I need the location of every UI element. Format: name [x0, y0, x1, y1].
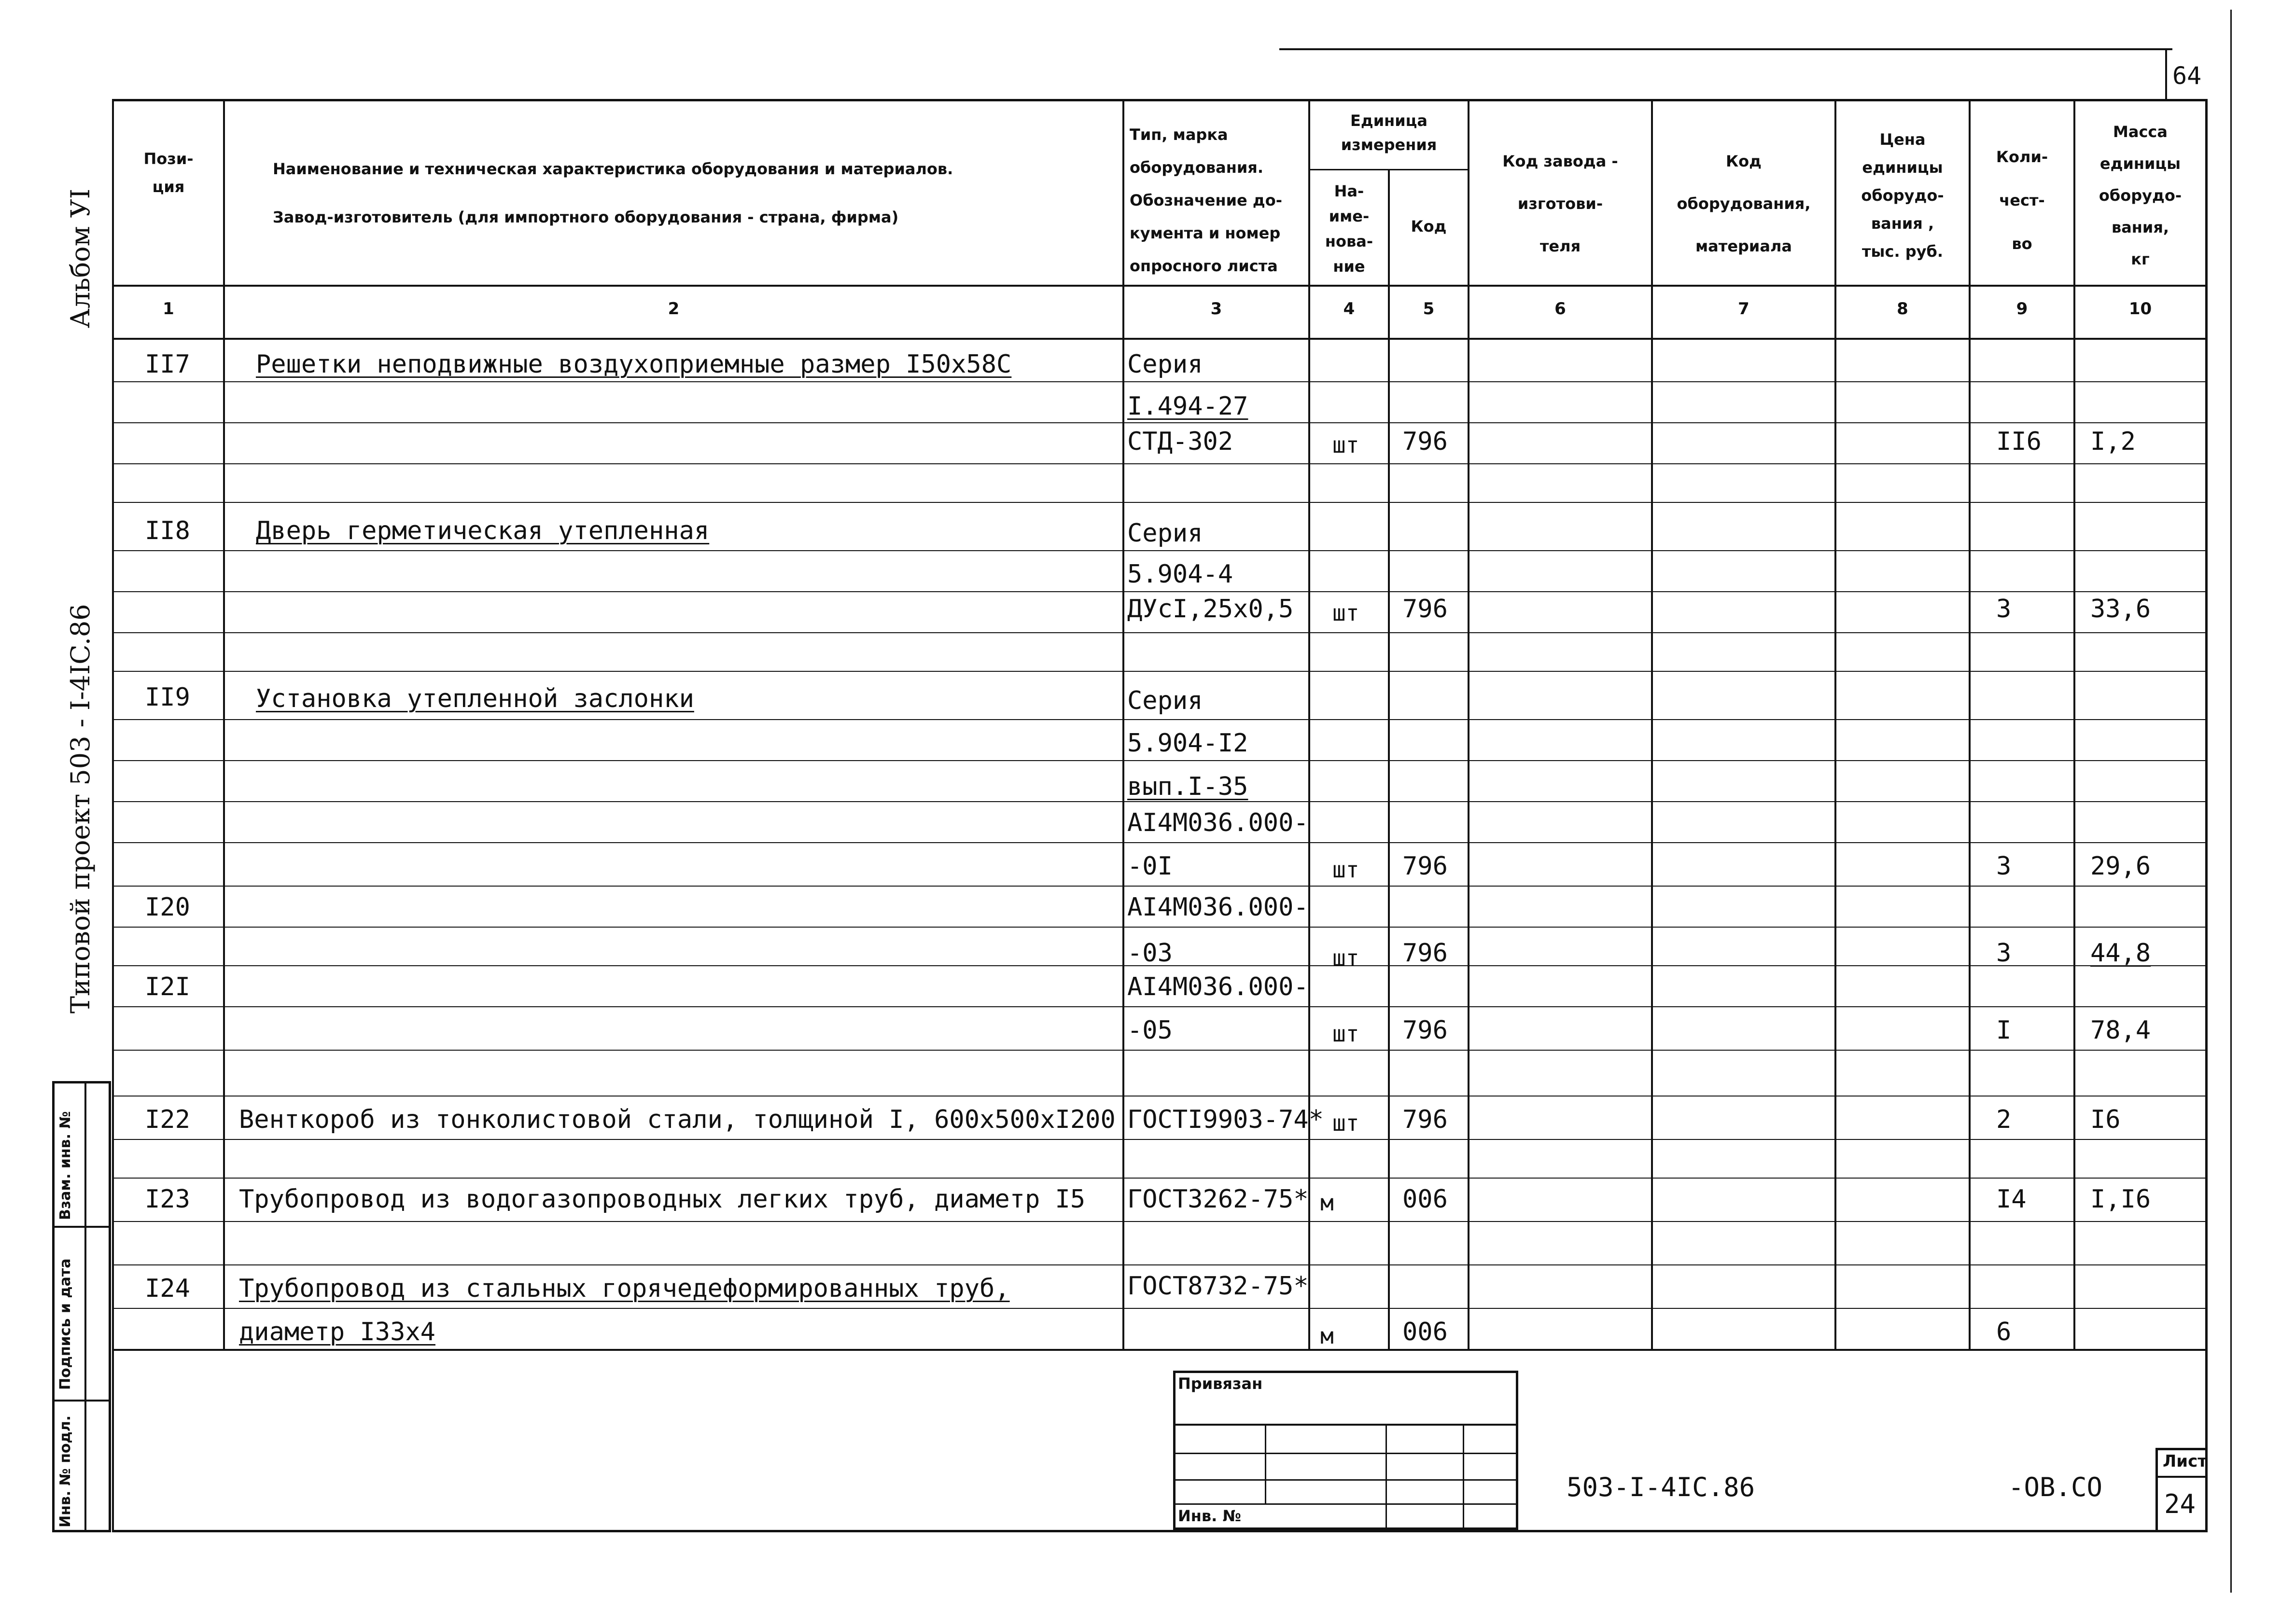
row-position: II9	[145, 683, 190, 712]
row-position: II8	[145, 516, 190, 545]
row-name: диаметр I33х4	[239, 1318, 435, 1346]
row-mass: 44,8	[2090, 939, 2151, 968]
row-type: -05	[1127, 1016, 1173, 1045]
header-col-2: Наименование и техническая характеристика оборудования и материалов. Завод-изготовитель (для импортного оборудования - страна, фирма)	[273, 160, 953, 226]
row-qty: I	[1996, 1016, 2012, 1045]
row-name: Установка утепленной заслонки	[256, 684, 694, 713]
row-position: I23	[145, 1185, 190, 1214]
header-col-7: Код оборудования, материала	[1677, 152, 1811, 255]
row-code: 796	[1402, 1016, 1448, 1045]
row-position: II7	[145, 350, 190, 379]
row-name: Решетки неподвижные воздухоприемные размер I50х58С	[256, 350, 1012, 379]
row-code: 006	[1402, 1318, 1448, 1346]
row-unit: шт	[1332, 432, 1359, 458]
header-col-3: Тип, марка оборудования. Обозначение до- кумента и номер опросного листа	[1130, 125, 1282, 275]
column-number: 3	[1210, 299, 1222, 319]
bound-label: Привязан	[1178, 1374, 1263, 1393]
row-position: I2I	[145, 972, 190, 1001]
document-suffix: -ОВ.СО	[2008, 1472, 2103, 1502]
header-col-5: Код	[1411, 217, 1447, 236]
row-unit: шт	[1332, 1110, 1359, 1136]
row-qty: 3	[1996, 939, 2012, 968]
row-unit: м	[1320, 1190, 1334, 1216]
inv-label: Инв. №	[1178, 1507, 1241, 1525]
row-type: -0I	[1127, 852, 1173, 881]
row-unit: шт	[1332, 600, 1359, 626]
row-name: Дверь герметическая утепленная	[256, 516, 710, 545]
row-type: Серия	[1127, 519, 1203, 548]
row-qty: 3	[1996, 595, 2012, 624]
column-number: 4	[1343, 299, 1355, 319]
row-type: I.494-27	[1127, 392, 1248, 421]
document-code: 503-I-4IC.86	[1567, 1472, 1755, 1502]
row-type: ДУсI,25х0,5	[1127, 595, 1294, 624]
row-type: АI4М036.000-	[1127, 808, 1309, 837]
column-number: 10	[2128, 299, 2152, 319]
header-col-8: Цена единицы оборудо- вания , тыс. руб.	[1861, 130, 1944, 261]
row-unit: шт	[1332, 1021, 1359, 1047]
row-type: ГОСТ8732-75*	[1127, 1272, 1309, 1301]
row-code: 796	[1402, 595, 1448, 624]
row-qty: 3	[1996, 852, 2012, 881]
row-name: Трубопровод из стальных горячедеформированных труб,	[239, 1274, 1010, 1303]
row-position: I20	[145, 893, 190, 922]
row-type: ГОСТI9903-74*	[1127, 1105, 1324, 1134]
stamp-sign-date: Подпись и дата	[57, 1258, 74, 1390]
row-qty: I4	[1996, 1185, 2027, 1214]
row-code: 006	[1402, 1185, 1448, 1214]
title-block-bound-box	[1173, 1371, 1518, 1530]
column-number: 5	[1423, 299, 1435, 319]
row-mass: 78,4	[2090, 1016, 2151, 1045]
column-number: 8	[1897, 299, 1908, 319]
row-type: АI4М036.000-	[1127, 972, 1309, 1001]
row-unit: м	[1320, 1323, 1334, 1349]
row-position: I24	[145, 1274, 190, 1303]
row-code: 796	[1402, 852, 1448, 881]
column-number: 7	[1738, 299, 1749, 319]
sheet-number: 24	[2164, 1489, 2196, 1519]
column-number: 6	[1554, 299, 1566, 319]
row-qty: 6	[1996, 1318, 2012, 1346]
row-type: Серия	[1127, 686, 1203, 715]
row-position: I22	[145, 1105, 190, 1134]
corner-number: 64	[2172, 62, 2202, 90]
header-col-10: Масса единицы оборудо- вания, кг	[2099, 123, 2182, 268]
column-number: 1	[163, 299, 174, 319]
row-type: вып.I-35	[1127, 772, 1248, 801]
row-type: ГОСТ3262-75*	[1127, 1185, 1309, 1214]
project-label: Типовой проект 503 - I-4IC.86	[65, 604, 96, 1013]
header-col-4: На- име- нова- ние	[1325, 182, 1373, 276]
row-type: 5.904-I2	[1127, 729, 1248, 758]
stamp-inv-orig: Инв. № подл.	[57, 1415, 74, 1527]
header-col-6: Код завода - изготови- теля	[1502, 152, 1618, 255]
sheet-label: Лист	[2163, 1452, 2207, 1471]
row-type: АI4М036.000-	[1127, 893, 1309, 922]
row-code: 796	[1402, 1105, 1448, 1134]
row-mass: I,2	[2090, 427, 2136, 456]
column-number: 9	[2016, 299, 2028, 319]
row-unit: шт	[1332, 945, 1359, 971]
row-type: 5.904-4	[1127, 560, 1233, 589]
row-type: Серия	[1127, 350, 1203, 379]
row-qty: 2	[1996, 1105, 2012, 1134]
row-unit: шт	[1332, 857, 1359, 883]
row-name: Трубопровод из водогазопроводных легких труб, диаметр I5	[239, 1185, 1086, 1214]
stamp-replace-inv: Взам. инв. №	[57, 1111, 74, 1220]
album-label: Альбом УI	[65, 188, 96, 328]
row-qty: II6	[1996, 427, 2042, 456]
row-name: Венткороб из тонколистовой стали, толщиной I, 600х500хI200	[239, 1105, 1116, 1134]
column-number: 2	[668, 299, 680, 319]
row-type: СТД-302	[1127, 427, 1233, 456]
row-type: -03	[1127, 939, 1173, 968]
row-code: 796	[1402, 939, 1448, 968]
row-mass: 33,6	[2090, 595, 2151, 624]
row-code: 796	[1402, 427, 1448, 456]
row-mass: I6	[2090, 1105, 2121, 1134]
row-mass: 29,6	[2090, 852, 2151, 881]
row-mass: I,I6	[2090, 1185, 2151, 1214]
header-col-1: Пози- ция	[143, 150, 194, 196]
header-col-9: Коли- чест- во	[1996, 148, 2048, 253]
header-unit-group: Единица измерения	[1341, 111, 1437, 154]
